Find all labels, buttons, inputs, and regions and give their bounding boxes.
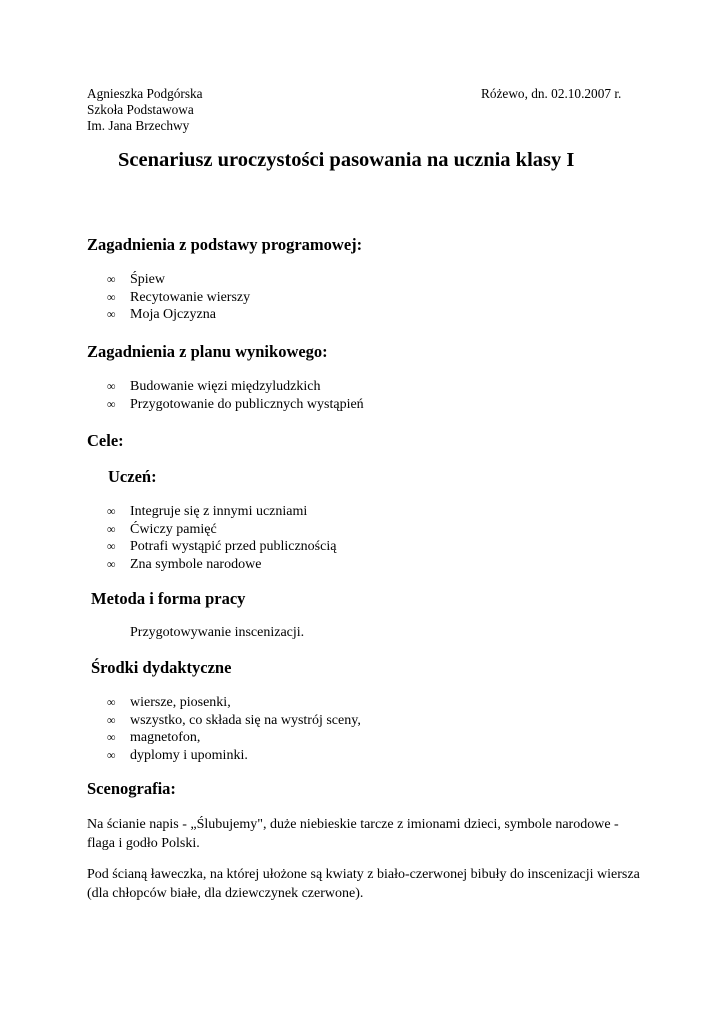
place-date: Różewo, dn. 02.10.2007 r. [481,86,622,101]
section-heading-scenography: Scenografia: [87,779,176,798]
program-list [107,271,251,324]
list-item: ∞ Ćwiczy pamięć [107,521,217,537]
list-item: ∞ Zna symbole narodowe [107,556,262,572]
author-name: Agnieszka Podgórska [87,86,203,101]
section-heading-plan: Zagadnienia z planu wynikowego: [87,342,328,361]
list-item: ∞ Śpiew [107,272,165,287]
infinity-bullet-icon: ∞ [107,730,116,744]
infinity-bullet-icon: ∞ [107,504,116,518]
infinity-bullet-icon: ∞ [107,272,116,286]
infinity-bullet-icon: ∞ [107,521,116,536]
method-text: Przygotowywanie inscenizacji. [130,625,305,640]
document-title: Scenariusz uroczystości pasowania na ucznia klasy I [118,149,575,171]
list-item: ∞ Moja Ojczyzna [107,307,216,322]
section-heading-program: Zagadnienia z podstawy programowej: [87,235,363,254]
infinity-bullet-icon: ∞ [107,379,116,393]
resources-list [107,694,361,764]
school-patron: Im. Jana Brzechwy [87,118,190,133]
list-item: ∞ Potrafi wystąpić przed publicznością [107,539,337,554]
infinity-bullet-icon: ∞ [107,307,116,321]
list-item: ∞ Budowanie więzi międzyludzkich [107,379,321,394]
school-name: Szkoła Podstawowa [87,102,194,117]
list-item: ∞ wszystko, co składa się na wystrój sceny, [107,712,361,728]
goals-list [107,503,337,573]
list-item: ∞ dyplomy i upominki. [107,747,248,763]
list-item: ∞ wiersze, piosenki, [107,695,231,710]
infinity-bullet-icon: ∞ [107,539,116,553]
list-item: ∞ Integruje się z innymi uczniami [107,504,308,519]
infinity-bullet-icon: ∞ [107,396,116,411]
infinity-bullet-icon: ∞ [107,747,116,762]
plan-list [107,378,364,413]
section-heading-method: Metoda i forma pracy [91,589,246,608]
list-item: ∞ Recytowanie wierszy [107,289,251,305]
list-item: ∞ magnetofon, [107,730,201,745]
infinity-bullet-icon: ∞ [107,712,116,727]
infinity-bullet-icon: ∞ [107,289,116,304]
scenography-paragraph-2: Pod ścianą ławeczka, na której ułożone są kwiaty z biało-czerwonej bibuły do inscenizacji wiersza (dla chłopców białe, dla dziewczynek czerwone). [87,867,640,901]
section-heading-goals: Cele: [87,431,124,450]
scenography-paragraph-1: Na ścianie napis - „Ślubujemy", duże niebieskie tarcze z imionami dzieci, symbole narodowe - flaga i godło Polski. [87,817,619,851]
infinity-bullet-icon: ∞ [107,556,116,571]
list-item: ∞ Przygotowanie do publicznych wystąpień [107,396,364,412]
infinity-bullet-icon: ∞ [107,695,116,709]
section-subheading-student: Uczeń: [108,467,157,486]
section-heading-resources: Środki dydaktyczne [91,658,232,677]
